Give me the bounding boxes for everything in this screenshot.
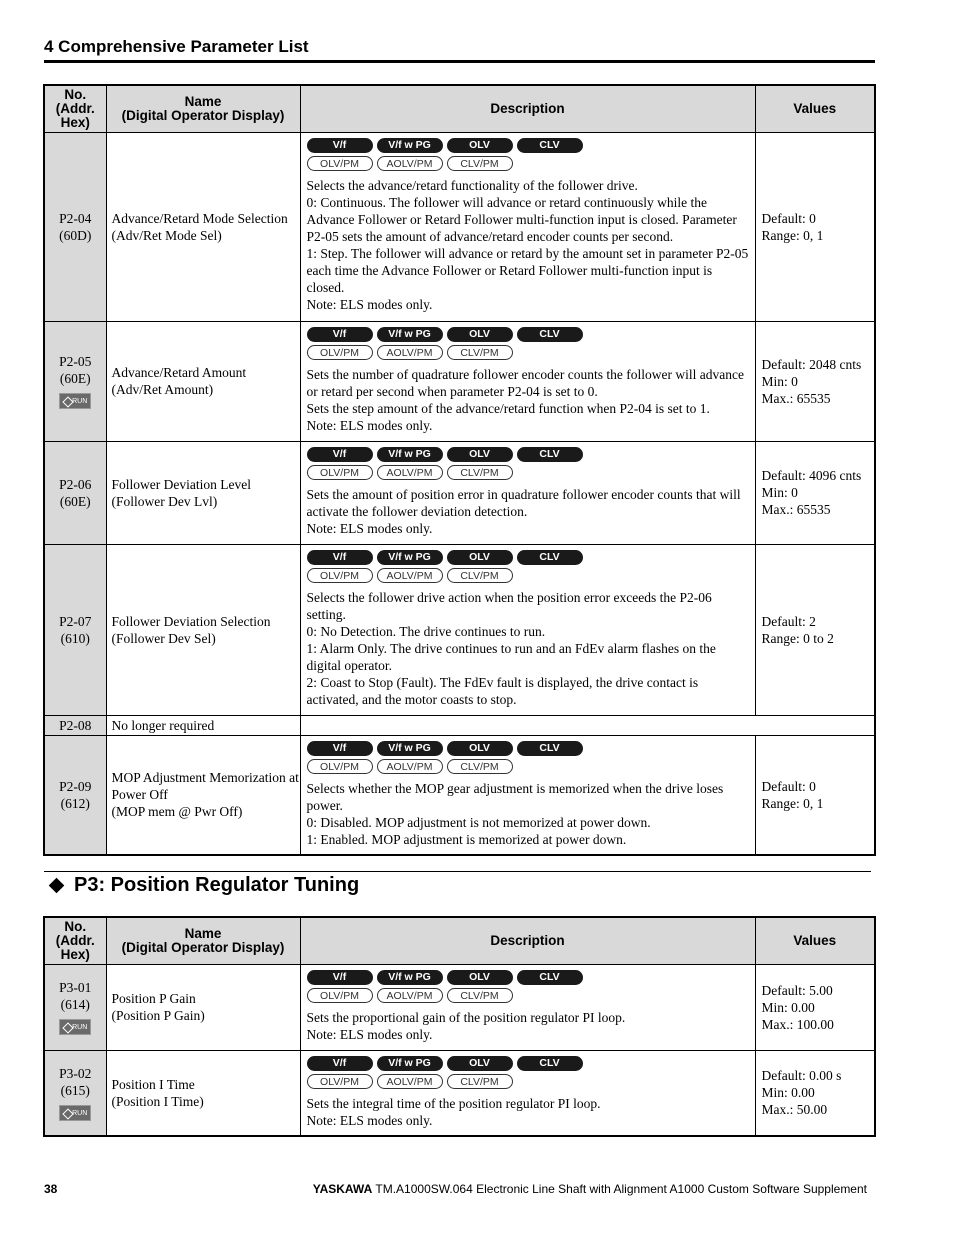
column-header-no: No. (Addr. Hex) (44, 917, 106, 964)
badge-vf-w-pg: V/f w PG (377, 741, 443, 756)
param-number: P3-01 (59, 980, 92, 995)
param-display-name: (MOP mem @ Pwr Off) (111, 804, 243, 820)
param-description (307, 177, 752, 313)
badge-clv-pm: CLV/PM (447, 568, 513, 583)
badge-clv: CLV (517, 447, 583, 462)
param-number-cell (44, 735, 106, 855)
footer-text (313, 1182, 867, 1196)
param-name: Follower Deviation Selection (111, 613, 271, 629)
param-values-cell (755, 735, 875, 855)
control-mode-badges-row2 (307, 465, 752, 480)
param-address: (615) (60, 1082, 90, 1098)
param-address: (60E) (59, 493, 91, 509)
badge-vf: V/f (307, 1056, 373, 1071)
badge-olv: OLV (447, 327, 513, 342)
run-icon: RUN (59, 1019, 91, 1035)
parameter-table-p3 (43, 916, 876, 1137)
badge-vf: V/f (307, 550, 373, 565)
badge-clv-pm: CLV/PM (447, 465, 513, 480)
value-line: Max.: 65535 (761, 390, 831, 406)
desc-line: Sets the proportional gain of the position regulator PI loop. (306, 1009, 626, 1025)
badge-vf-w-pg: V/f w PG (377, 138, 443, 153)
table-row (44, 321, 875, 441)
param-name-cell (106, 321, 300, 441)
badge-aolv-pm: AOLV/PM (377, 759, 443, 774)
badge-aolv-pm: AOLV/PM (377, 1074, 443, 1089)
desc-line: Note: ELS modes only. (306, 1112, 433, 1128)
badge-vf-w-pg: V/f w PG (377, 447, 443, 462)
param-address: (614) (60, 997, 90, 1012)
param-name-cell (106, 441, 300, 544)
value-line: Range: 0, 1 (761, 795, 824, 811)
badge-olv: OLV (447, 741, 513, 756)
desc-line: 1: Enabled. MOP adjustment is memorized at power down. (306, 831, 627, 847)
param-number-cell (44, 715, 106, 735)
column-header-no: No. (Addr. Hex) (44, 85, 106, 132)
param-values-cell (755, 1050, 875, 1136)
param-name: Position P Gain (111, 991, 196, 1006)
badge-olv: OLV (447, 1056, 513, 1071)
badge-aolv-pm: AOLV/PM (377, 156, 443, 171)
badge-olv: OLV (447, 550, 513, 565)
param-number: P2-06 (59, 476, 92, 492)
badge-aolv-pm: AOLV/PM (377, 568, 443, 583)
badge-vf: V/f (307, 138, 373, 153)
diamond-bullet-icon (49, 878, 65, 894)
param-description-cell (300, 441, 755, 544)
param-values-cell (755, 964, 875, 1050)
param-name-cell (106, 964, 300, 1050)
page-header-title: 4 Comprehensive Parameter List (44, 37, 309, 56)
column-header-description: Description (300, 917, 755, 964)
badge-clv-pm: CLV/PM (447, 988, 513, 1003)
badge-clv: CLV (517, 1056, 583, 1071)
desc-line: Selects whether the MOP gear adjustment is memorized when the drive loses power. (306, 780, 724, 813)
param-display-name: (Position I Time) (111, 1093, 204, 1109)
parameter-table-p2 (43, 84, 876, 856)
badge-olv-pm: OLV/PM (307, 345, 373, 360)
param-address: (612) (60, 795, 90, 811)
badge-olv-pm: OLV/PM (307, 759, 373, 774)
param-number-cell (44, 1050, 106, 1136)
desc-line: Note: ELS modes only. (306, 296, 433, 312)
control-mode-badges-row1 (307, 1056, 752, 1071)
value-line: Default: 4096 cnts (761, 468, 862, 483)
param-number: P2-09 (59, 778, 92, 794)
param-number-cell (44, 441, 106, 544)
control-mode-badges-row1 (307, 447, 752, 462)
param-number: P2-04 (59, 210, 92, 226)
control-mode-badges-row2 (307, 759, 752, 774)
section-rule (44, 871, 871, 872)
control-mode-badges-row1 (307, 550, 752, 565)
badge-aolv-pm: AOLV/PM (377, 345, 443, 360)
param-name: Position I Time (111, 1076, 195, 1092)
badge-vf-w-pg: V/f w PG (377, 550, 443, 565)
desc-line: 2: Coast to Stop (Fault). The FdEv fault is displayed, the drive contact is activated, and the motor coasts to stop. (306, 674, 699, 707)
value-line: Default: 0 (761, 210, 816, 226)
value-line: Range: 0 to 2 (761, 630, 834, 646)
param-name: No longer required (111, 717, 215, 733)
value-line: Min: 0 (761, 373, 798, 389)
badge-clv: CLV (517, 138, 583, 153)
param-description (307, 1009, 752, 1043)
badge-olv-pm: OLV/PM (307, 156, 373, 171)
table-row (44, 132, 875, 321)
param-name: Advance/Retard Mode Selection (111, 210, 288, 226)
column-header-values: Values (755, 85, 875, 132)
value-line: Default: 5.00 (761, 982, 833, 998)
badge-olv-pm: OLV/PM (307, 1074, 373, 1089)
column-header-name: Name (Digital Operator Display) (106, 85, 300, 132)
param-description (307, 780, 752, 848)
param-description-cell (300, 321, 755, 441)
control-mode-badges-row2 (307, 1074, 752, 1089)
param-name: Follower Deviation Level (111, 476, 251, 492)
control-mode-badges-row1 (307, 327, 752, 342)
param-name-cell (106, 1050, 300, 1136)
badge-vf-w-pg: V/f w PG (377, 970, 443, 985)
desc-line: 0: Disabled. MOP adjustment is not memorized at power down. (306, 814, 651, 830)
param-description-cell (300, 735, 755, 855)
badge-clv-pm: CLV/PM (447, 759, 513, 774)
desc-line: Note: ELS modes only. (306, 417, 433, 433)
desc-line: Sets the integral time of the position regulator PI loop. (306, 1095, 601, 1111)
param-description (307, 366, 752, 434)
empty-cell (300, 715, 755, 735)
param-number-cell (44, 964, 106, 1050)
param-values-cell (755, 441, 875, 544)
badge-olv-pm: OLV/PM (307, 568, 373, 583)
param-description (307, 486, 752, 537)
control-mode-badges-row2 (307, 988, 752, 1003)
value-line: Min: 0.00 (761, 999, 815, 1015)
desc-line: Note: ELS modes only. (306, 1026, 433, 1042)
param-name: Advance/Retard Amount (111, 365, 247, 380)
param-description-cell (300, 1050, 755, 1136)
badge-clv-pm: CLV/PM (447, 156, 513, 171)
value-line: Max.: 50.00 (761, 1102, 828, 1118)
page-number: 38 (44, 1182, 58, 1196)
param-values-cell (755, 132, 875, 321)
value-line: Default: 0 (761, 778, 816, 794)
param-name-cell (106, 544, 300, 715)
param-number-cell (44, 321, 106, 441)
badge-olv: OLV (447, 447, 513, 462)
desc-line: Note: ELS modes only. (306, 520, 433, 536)
badge-aolv-pm: AOLV/PM (377, 465, 443, 480)
param-display-name: (Follower Dev Sel) (111, 630, 216, 646)
value-line: Range: 0, 1 (761, 227, 824, 243)
param-address: (60D) (59, 227, 92, 243)
section-heading (48, 874, 359, 897)
badge-clv: CLV (517, 970, 583, 985)
param-display-name: (Adv/Ret Mode Sel) (111, 227, 222, 243)
param-name-cell (106, 715, 300, 735)
param-name-cell (106, 132, 300, 321)
run-icon: RUN (59, 1105, 91, 1121)
param-display-name: (Position P Gain) (111, 1008, 205, 1023)
badge-olv: OLV (447, 970, 513, 985)
desc-line: 0: No Detection. The drive continues to run. (306, 623, 546, 639)
desc-line: Selects the follower drive action when the position error exceeds the P2-06 setting. (306, 589, 712, 622)
param-description (307, 1095, 752, 1129)
control-mode-badges-row2 (307, 156, 752, 171)
badge-clv: CLV (517, 327, 583, 342)
column-header-description: Description (300, 85, 755, 132)
footer-brand: YASKAWA (312, 1182, 373, 1196)
param-description-cell (300, 132, 755, 321)
badge-clv-pm: CLV/PM (447, 1074, 513, 1089)
control-mode-badges-row1 (307, 970, 752, 985)
table-row (44, 544, 875, 715)
desc-line: Sets the number of quadrature follower encoder counts the follower will advance or retard per second when parameter P2-04 is set to 0. (306, 366, 744, 399)
desc-line: 1: Step. The follower will advance or retard by the amount set in parameter P2-05 each time the Advance Follower or Retard Follower multi-function input is closed. (306, 245, 749, 295)
param-number: P3-02 (59, 1065, 92, 1081)
table-row (44, 441, 875, 544)
table-row (44, 715, 875, 735)
param-display-name: (Adv/Ret Amount) (111, 382, 214, 397)
badge-vf: V/f (307, 970, 373, 985)
desc-line: 1: Alarm Only. The drive continues to run and an FdEv alarm flashes on the digital operator. (306, 640, 716, 673)
param-name: MOP Adjustment Memorization at Power Off (111, 770, 299, 803)
run-icon: RUN (59, 393, 91, 409)
param-address: (60E) (59, 371, 91, 386)
badge-olv-pm: OLV/PM (307, 465, 373, 480)
column-header-values: Values (755, 917, 875, 964)
param-number: P2-05 (59, 354, 92, 369)
value-line: Default: 0.00 s (761, 1068, 842, 1084)
desc-line: Selects the advance/retard functionality of the follower drive. (306, 177, 638, 193)
param-name-cell (106, 735, 300, 855)
param-number: P2-07 (59, 613, 92, 629)
control-mode-badges-row2 (307, 568, 752, 583)
footer-doc-title: TM.A1000SW.064 Electronic Line Shaft with Alignment A1000 Custom Software Supplement (375, 1182, 867, 1196)
control-mode-badges-row2 (307, 345, 752, 360)
column-header-name: Name (Digital Operator Display) (106, 917, 300, 964)
param-description (307, 589, 752, 708)
empty-cell (755, 715, 875, 735)
badge-vf: V/f (307, 447, 373, 462)
desc-line: 0: Continuous. The follower will advance or retard continuously while the Advance Follower or Retard Follower multi-function input is closed. Parameter P2-05 sets the amount of advance/retard encoder counts per second. (306, 194, 737, 244)
badge-vf-w-pg: V/f w PG (377, 327, 443, 342)
param-description-cell (300, 964, 755, 1050)
param-display-name: (Follower Dev Lvl) (111, 493, 218, 509)
badge-aolv-pm: AOLV/PM (377, 988, 443, 1003)
badge-clv: CLV (517, 741, 583, 756)
desc-line: Sets the step amount of the advance/retard function when P2-04 is set to 1. (306, 400, 710, 416)
value-line: Max.: 100.00 (761, 1016, 834, 1032)
badge-vf-w-pg: V/f w PG (377, 1056, 443, 1071)
badge-vf: V/f (307, 741, 373, 756)
control-mode-badges-row1 (307, 138, 752, 153)
param-number-cell (44, 132, 106, 321)
value-line: Min: 0 (761, 485, 798, 500)
value-line: Min: 0.00 (761, 1085, 815, 1101)
badge-clv: CLV (517, 550, 583, 565)
control-mode-badges-row1 (307, 741, 752, 756)
badge-vf: V/f (307, 327, 373, 342)
param-values-cell (755, 544, 875, 715)
param-address: (610) (60, 630, 90, 646)
badge-clv-pm: CLV/PM (447, 345, 513, 360)
param-description-cell (300, 544, 755, 715)
badge-olv-pm: OLV/PM (307, 988, 373, 1003)
table-row (44, 735, 875, 855)
param-values-cell (755, 321, 875, 441)
desc-line: Sets the amount of position error in quadrature follower encoder counts that will activate the follower deviation detection. (306, 486, 741, 519)
header-rule (44, 60, 875, 63)
param-number: P2-08 (59, 717, 92, 733)
table-row (44, 964, 875, 1050)
value-line: Default: 2048 cnts (761, 356, 862, 372)
param-number-cell (44, 544, 106, 715)
value-line: Default: 2 (761, 613, 816, 629)
value-line: Max.: 65535 (761, 502, 831, 517)
badge-olv: OLV (447, 138, 513, 153)
table-row (44, 1050, 875, 1136)
section-title: P3: Position Regulator Tuning (74, 874, 360, 896)
